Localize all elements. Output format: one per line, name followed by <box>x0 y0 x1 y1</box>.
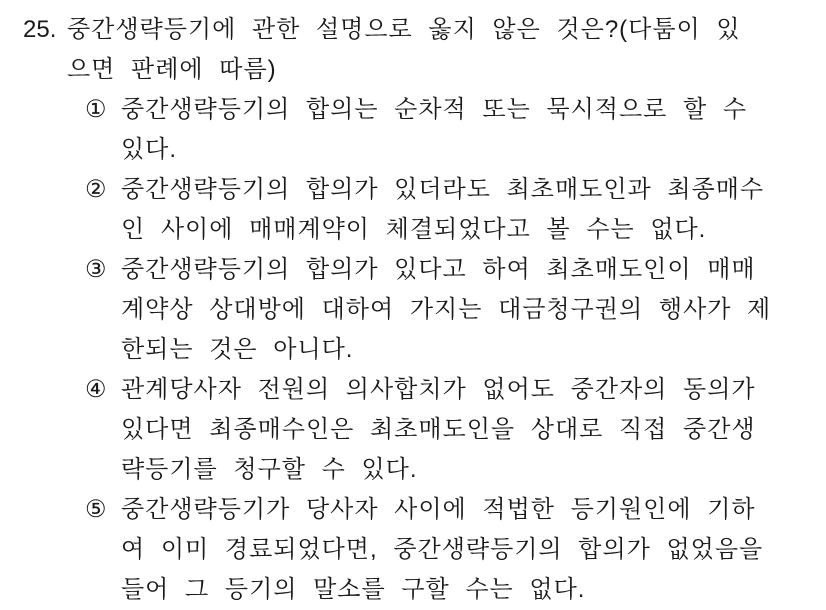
option-3-marker: ③ <box>85 256 107 283</box>
option-line: 중간생략등기의 합의가 있다고 하여 최초매도인이 매매 <box>121 256 756 283</box>
option-4 <box>85 370 826 490</box>
option-3 <box>85 250 826 370</box>
option-4-marker: ④ <box>85 376 107 403</box>
question-line: 중간생략등기에 관한 설명으로 옳지 않은 것은?(다툼이 있 <box>67 16 741 43</box>
question <box>23 10 826 90</box>
option-2 <box>85 170 826 250</box>
question-line: 으면 판례에 따름) <box>67 56 277 83</box>
option-line: 중간생략등기의 합의가 있더라도 최초매도인과 최종매수 <box>121 176 765 203</box>
option-line: 계약상 상대방에 대하여 가지는 대금청구권의 행사가 제 <box>121 296 772 323</box>
option-line: 여 이미 경료되었다면, 중간생략등기의 합의가 없었음을 <box>121 536 764 563</box>
option-2-marker: ② <box>85 176 107 203</box>
option-2-text <box>121 170 826 250</box>
option-5-text <box>121 490 826 610</box>
option-3-text <box>121 250 826 370</box>
option-line: 들어 그 등기의 말소를 구할 수는 없다. <box>121 576 586 603</box>
option-line: 중간생략등기의 합의는 순차적 또는 묵시적으로 할 수 <box>121 96 748 123</box>
question-number: 25. <box>23 16 57 43</box>
option-1-marker: ① <box>85 96 107 123</box>
question-text <box>67 10 826 90</box>
option-line: 있다면 최종매수인은 최초매도인을 상대로 직접 중간생 <box>121 416 756 443</box>
option-5-marker: ⑤ <box>85 496 107 523</box>
option-line: 관계당사자 전원의 의사합치가 없어도 중간자의 동의가 <box>121 376 756 403</box>
option-1 <box>85 90 826 170</box>
option-4-text <box>121 370 826 490</box>
option-line: 중간생략등기가 당사자 사이에 적법한 등기원인에 기하 <box>121 496 756 523</box>
option-line: 있다. <box>121 136 178 163</box>
option-1-text <box>121 90 826 170</box>
option-line: 인 사이에 매매계약이 체결되었다고 볼 수는 없다. <box>121 216 707 243</box>
option-line: 략등기를 청구할 수 있다. <box>121 456 418 483</box>
option-line: 한되는 것은 아니다. <box>121 336 354 363</box>
option-5 <box>85 490 826 610</box>
